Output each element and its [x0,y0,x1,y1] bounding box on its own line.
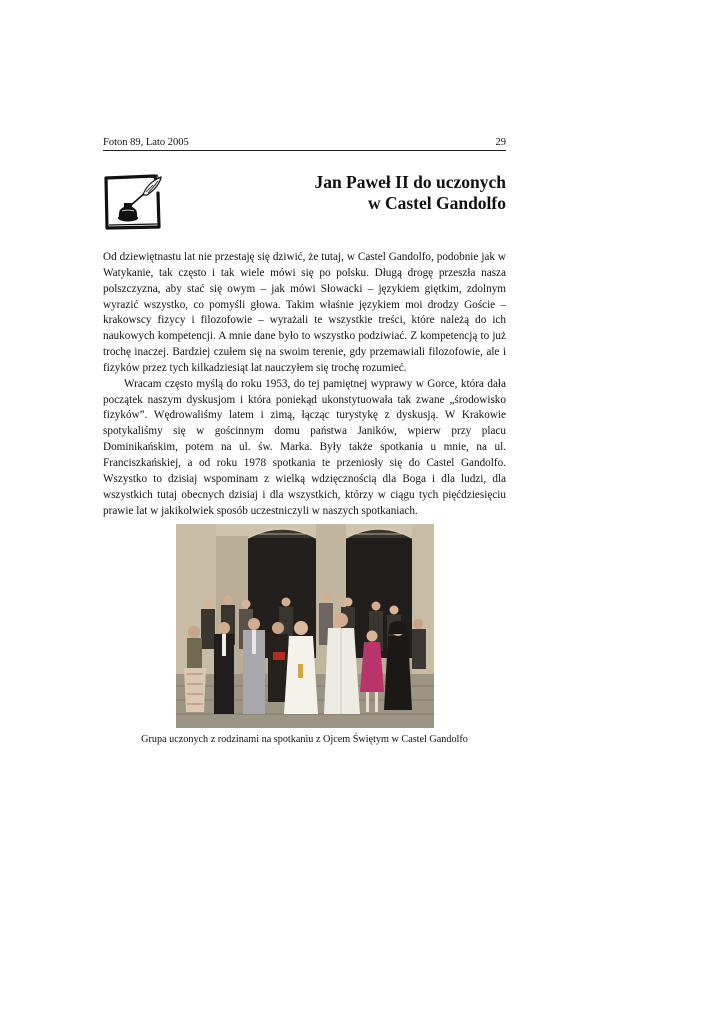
group-photo [176,524,434,728]
paragraph-1: Od dziewiętnastu lat nie przestaję się dziwić, że tutaj, w Castel Gandolfo, podobnie jak w Watykanie, tak często i tak wiele mówi się po polsku. Długą drogę przeszła nasza polszczyzna, aby stać się owym – jak mówi Słowacki – językiem giętkim, zdolnym wyrazić wszystko, co pomyśli głowa. Takim właśnie językiem moi drodzy Goście – krakowscy fizycy i filozofowie – wyrażali te wszystkie treści, które należą do ich naukowych kompetencji. A mnie dane było to wszystko podziwiać. Z kompetencją to już trochę inaczej. Bardziej czułem się na swoim terenie, gdy przemawiali filozofowie, ale i fizyków przez tych kilkadziesiąt lat nauczyłem się trochę rozumieć. [103,251,506,374]
figure-caption: Grupa uczonych z rodzinami na spotkaniu z Ojcem Świętym w Castel Gandolfo [141,734,468,745]
article-title [240,172,506,214]
page-number: 29 [495,137,506,148]
inkwell-quill-icon [103,173,165,231]
paragraph-2: Wracam często myślą do roku 1953, do tej pamiętnej wyprawy w Gorce, która dała początek naszym dyskusjom i która poniekąd ukonstytuowała tak zwane „środowisko fizyków”. Wędrowaliśmy latem i zimą, łącząc turystykę z dyskusją. W Krakowie spotykaliśmy się w gościnnym domu państwa Janików, wpierw przy placu Dominikańskim, potem na ul. św. Marka. Były także spotkania u mnie, na ul. Franciszkańskiej, a od roku 1978 spotkania te przeniosły się do Castel Gandolfo. Wszystko to dzisiaj wspominam z wielką wdzięcznością dla Boga i dla ludzi, dla wszystkich tutaj obecnych dzisiaj i dla wszystkich, którzy w ciągu tych pięćdziesięciu prawie lat w jakikolwiek sposób uczestniczyli w naszych spotkaniach. [103,377,506,517]
title-line-1: Jan Paweł II do uczonych [314,172,506,192]
journal-issue: Foton 89, Lato 2005 [103,137,189,148]
running-header [103,137,506,151]
title-line-2: w Castel Gandolfo [367,193,506,213]
article-body [103,250,506,519]
group-photo-image [176,524,434,728]
